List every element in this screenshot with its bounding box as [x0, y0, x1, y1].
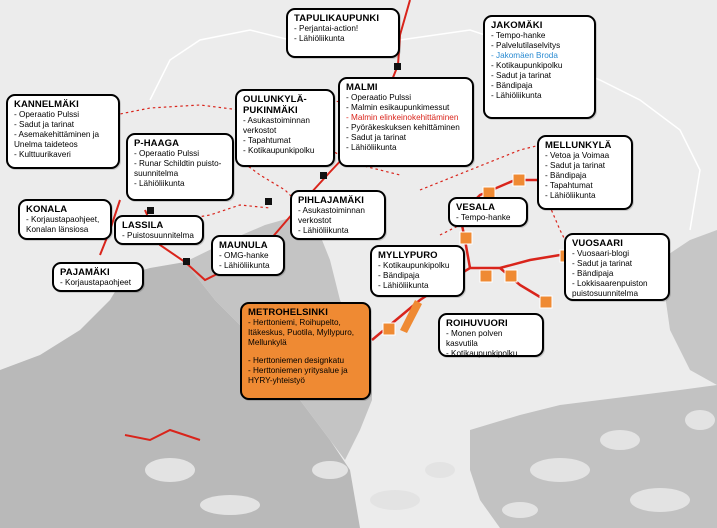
activity-list: [248, 318, 363, 386]
list-item: - Korjaustapaohjeet, Konalan länsiosa: [26, 215, 100, 234]
list-item: - Kotikaupunkipolku: [446, 349, 518, 358]
activity-list: [572, 249, 662, 299]
area-card-tapulikaupunki: [286, 8, 400, 58]
list-item: - Tempo-hanke: [491, 31, 546, 40]
list-item: - Runar Schildtin puisto-suunnitelma: [134, 159, 222, 178]
activity-list: [243, 116, 327, 156]
list-item: - Lähiöliikunta: [378, 281, 429, 290]
area-name: METROHELSINKI: [248, 307, 328, 318]
area-card-jakomaki: [483, 15, 596, 119]
activity-list: [346, 93, 466, 153]
list-item: - Sadut ja tarinat: [346, 133, 407, 142]
list-item: - Sadut ja tarinat: [14, 120, 75, 129]
activity-list: [491, 31, 588, 101]
list-item: - Bändipaja: [378, 271, 420, 280]
area-card-roihuvuori: [438, 313, 544, 357]
area-card-maunula: [211, 235, 285, 276]
list-item: - Asemakehittäminen ja Unelma taideteos: [14, 130, 100, 149]
list-item: - Sadut ja tarinat: [572, 259, 633, 268]
list-item: - Asukastoiminnan verkostot: [243, 116, 310, 135]
list-item: - Lokkisaarenpuiston puistosuunnitelma: [572, 279, 648, 298]
list-item: - Kotikaupunkipolku: [378, 261, 450, 270]
list-item: - Tapahtumat: [243, 136, 291, 145]
stop: [147, 207, 154, 214]
list-item: - Herttoniemi, Roihupelto, Itäkeskus, Puotila, Myllypuro, Mellunkylä: [248, 318, 355, 347]
list-item: - Malmin esikaupunkimessut: [346, 103, 450, 112]
area-name: MAUNULA: [219, 240, 268, 251]
activity-list: [545, 151, 625, 201]
activity-list: [219, 251, 277, 271]
list-item: - Asukastoiminnan verkostot: [298, 206, 365, 225]
activity-list: [456, 213, 520, 223]
list-item: - Lähiöliikunta: [219, 261, 270, 270]
area-name: JAKOMÄKI: [491, 20, 543, 31]
area-name: VESALA: [456, 202, 496, 213]
area-card-pajamaki: [52, 262, 144, 292]
station: [513, 174, 525, 186]
area-card-pihlajamaki: [290, 190, 386, 240]
list-item: - Bändipaja: [545, 171, 587, 180]
list-item: - Kotikaupunkipolku: [243, 146, 315, 155]
list-item: - Palvelutilaselvitys: [491, 41, 561, 50]
area-name: OULUNKYLÄ- PUKINMÄKI: [243, 94, 307, 116]
list-item: - Perjantai-action!: [294, 24, 359, 33]
station: [540, 296, 552, 308]
area-card-malmi: [338, 77, 474, 167]
stop: [320, 172, 327, 179]
area-name: PIHLAJAMÄKI: [298, 195, 365, 206]
list-item: - Sadut ja tarinat: [545, 161, 606, 170]
list-item: - OMG-hanke: [219, 251, 269, 260]
area-name: MALMI: [346, 82, 378, 93]
station: [383, 323, 395, 335]
area-name: P-HAAGA: [134, 138, 180, 149]
activity-list: [60, 278, 136, 288]
list-item: - Operaatio Pulssi: [14, 110, 80, 119]
list-item: - Lähiöliikunta: [346, 143, 397, 152]
activity-list: [378, 261, 457, 291]
list-item: - Pyöräkeskuksen kehittäminen: [346, 123, 460, 132]
list-item: - Lähiöliikunta: [294, 34, 345, 43]
list-item: - Bändipaja: [491, 81, 533, 90]
list-item: - Tempo-hanke: [456, 213, 511, 222]
list-item: - Kotikaupunkipolku: [491, 61, 563, 70]
list-item: - Kulttuurikaveri: [14, 150, 71, 159]
area-card-kannelmaki: [6, 94, 120, 169]
area-card-vuosaari: [564, 233, 670, 301]
area-name: ROIHUVUORI: [446, 318, 508, 329]
stop: [265, 198, 272, 205]
list-item: - Lähiöliikunta: [491, 91, 542, 100]
list-item: - Lähiöliikunta: [134, 179, 185, 188]
station: [460, 232, 472, 244]
area-card-p-haaga: [126, 133, 234, 201]
list-item: - Puistosuunnitelma: [122, 231, 194, 240]
area-name: PAJAMÄKI: [60, 267, 110, 278]
activity-list: [26, 215, 104, 235]
list-item: - Lähiöliikunta: [545, 191, 596, 200]
list-item: - Vetoa ja Voimaa: [545, 151, 610, 160]
area-card-konala: [18, 199, 112, 240]
jakomaen-broda-link[interactable]: - Jakomäen Broda: [491, 51, 558, 60]
list-item: - Herttoniemen yritysalue ja HYRY-yhteistyö: [248, 366, 348, 385]
area-name: VUOSAARI: [572, 238, 623, 249]
area-name: MYLLYPURO: [378, 250, 438, 261]
stop: [183, 258, 190, 265]
list-item: - Monen polven kasvutila: [446, 329, 503, 348]
area-name: TAPULIKAUPUNKI: [294, 13, 380, 24]
list-item: - Herttoniemen designkatu: [248, 356, 345, 365]
activity-list: [134, 149, 226, 189]
area-card-vesala: [448, 197, 528, 227]
area-name: MELLUNKYLÄ: [545, 140, 612, 151]
list-item: - Vuosaari-blogi: [572, 249, 630, 258]
list-item: - Sadut ja tarinat: [491, 71, 552, 80]
station: [505, 270, 517, 282]
station: [480, 270, 492, 282]
area-card-metrohelsinki: [240, 302, 371, 400]
list-item: - Operaatio Pulssi: [346, 93, 412, 102]
activity-list: [14, 110, 112, 160]
list-item: - Lähiöliikunta: [298, 226, 349, 235]
area-name: KANNELMÄKI: [14, 99, 79, 110]
area-card-myllypuro: [370, 245, 465, 297]
area-name: KONALA: [26, 204, 68, 215]
area-card-oulunkyla-pukinmaki: [235, 89, 335, 167]
list-item: - Operaatio Pulssi: [134, 149, 200, 158]
activity-list: [298, 206, 378, 236]
activity-list: [446, 329, 536, 359]
malmin-elinkeinokehittaminen-highlight: - Malmin elinkeinokehittäminen: [346, 113, 459, 122]
activity-list: [122, 231, 196, 241]
area-name: LASSILA: [122, 220, 164, 231]
list-item: - Tapahtumat: [545, 181, 593, 190]
activity-list: [294, 24, 392, 44]
area-card-lassila: [114, 215, 204, 245]
stop: [394, 63, 401, 70]
list-item: - Bändipaja: [572, 269, 614, 278]
area-card-mellunkyla: [537, 135, 633, 210]
list-item: - Korjaustapaohjeet: [60, 278, 132, 287]
